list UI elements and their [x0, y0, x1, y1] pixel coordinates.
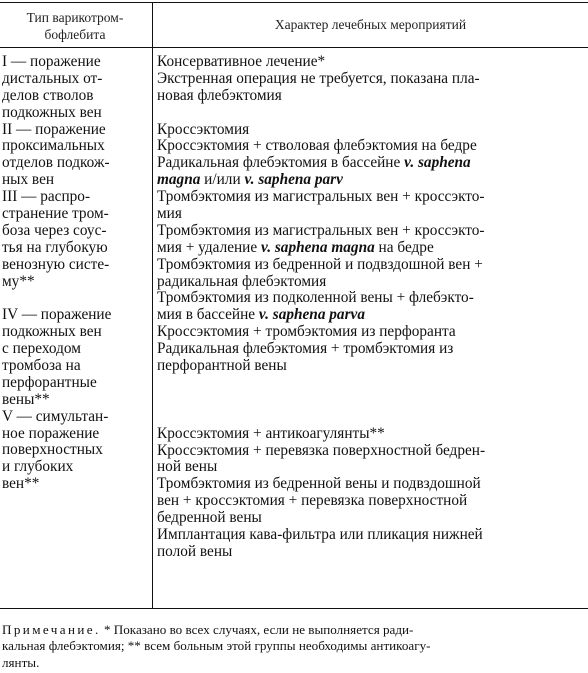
row-3-type [2, 189, 150, 290]
table-top-rule [0, 2, 588, 3]
type-line: ное поражение [2, 424, 100, 442]
row-2-type [2, 122, 150, 190]
measure-line: Радикальная флебэктомия + тромбэктомия из [157, 340, 454, 358]
measure-line: бедренной вены [157, 509, 262, 527]
type-line: ных вен [2, 171, 55, 189]
type-line: IV — поражение [2, 306, 112, 324]
measure-line: мия [157, 205, 182, 223]
row-3-measures [157, 189, 585, 324]
header-type-line: Тип варикотром- [26, 10, 124, 25]
measure-line [157, 307, 585, 324]
table-bottom-rule [0, 608, 588, 609]
type-line: III — распро- [2, 188, 91, 206]
measure-line: Кроссэктомия + антикоагулянты** [157, 424, 385, 442]
measure-line: перфорантной вены [157, 357, 287, 375]
measure-text: и/или [200, 171, 245, 189]
footnote-line [2, 622, 586, 638]
measure-line: Консервативное лечение* [157, 53, 326, 70]
measure-line: Кроссэктомия + тромбэктомия из перфоранта [157, 323, 456, 341]
measure-text: мия в бассейне [157, 306, 259, 324]
row-1-measures [157, 54, 585, 105]
header-rule [0, 47, 588, 48]
measure-line [157, 172, 585, 189]
measure-line: вен + кроссэктомия + перевязка поверхностной [157, 492, 468, 510]
type-line: V — симультан- [2, 407, 109, 425]
row-1-type [2, 54, 150, 122]
measure-line: Тромбэктомия из магистральных вен + кроссэкто- [157, 221, 485, 239]
type-line: странение тром- [2, 205, 109, 223]
measure-text: Радикальная флебэктомия в бассейне [157, 154, 405, 172]
type-line: тромбоза на [2, 357, 81, 375]
type-line: II — поражение [2, 120, 106, 138]
type-line: I — поражение [2, 53, 101, 70]
measure-line: Кроссэктомия + перевязка поверхностной бедрен- [157, 441, 486, 459]
row-gap [2, 290, 150, 307]
row-gap [157, 375, 585, 426]
vein-term: magna [157, 171, 201, 189]
type-line: му** [2, 272, 35, 290]
type-line: отделов подкож- [2, 154, 110, 172]
type-column [2, 54, 150, 493]
type-line: подкожных вен [2, 323, 102, 341]
type-line: тья на глубокую [2, 238, 108, 256]
footnote-line: лянты. [2, 654, 40, 670]
measure-line: Тромбэктомия из бедренной вены и подвздошной [157, 475, 481, 493]
measure-line: Кроссэктомия + стволовая флебэктомия на бедре [157, 137, 477, 155]
measure-text: на бедре [374, 238, 434, 256]
row-gap [157, 105, 585, 122]
measure-line: Имплантация кава-фильтра или пликация нижней [157, 525, 483, 543]
row-5-type [2, 409, 150, 493]
row-5-measures [157, 426, 585, 561]
type-line: вены** [2, 390, 50, 408]
vein-term: v. saphena parv [244, 171, 343, 189]
type-line: вен** [2, 475, 40, 493]
footnote-text: * Показано во всех случаях, если не выполняется ради- [100, 622, 414, 637]
footnote-line: кальная флебэктомия; ** всем больным этой группы необходимы антикоагу- [2, 638, 431, 654]
type-line: боза через соус- [2, 221, 107, 239]
measure-line: радикальная флебэктомия [157, 272, 327, 290]
type-line: дистальных от- [2, 69, 103, 87]
measure-line: Кроссэктомия [157, 120, 250, 138]
measure-line [157, 240, 585, 257]
vein-term: v. saphena magna [260, 238, 375, 256]
type-line: и глубоких [2, 458, 74, 476]
measure-line [157, 155, 585, 172]
measure-line: Тромбэктомия из бедренной и подвздошной вен + [157, 255, 483, 273]
measures-column [157, 54, 585, 561]
type-line: подкожных вен [2, 103, 102, 121]
measure-line: Тромбэктомия из подколенной вены + флебэкто- [157, 289, 474, 307]
footnote-label: Примечание. [2, 622, 101, 637]
header-measures-label: Характер лечебных мероприятий [274, 17, 467, 32]
measure-line: Экстренная операция не требуется, показана пла- [157, 69, 480, 87]
header-type-column [0, 9, 150, 43]
type-line: перфорантные [2, 373, 97, 391]
table-footnote [2, 622, 586, 671]
type-line: поверхностных [2, 441, 103, 459]
measure-line: полой вены [157, 542, 233, 560]
vein-term: v. saphena parva [258, 306, 365, 324]
measure-line: новая флебэктомия [157, 86, 282, 104]
row-4-measures [157, 324, 585, 375]
vein-term: v. saphena [404, 154, 471, 172]
type-line: делов стволов [2, 86, 94, 104]
row-4-type [2, 307, 150, 408]
measure-line: ной вены [157, 458, 218, 476]
type-line: венозную систе- [2, 255, 110, 273]
measure-line: Тромбэктомия из магистральных вен + кроссэкто- [157, 188, 485, 206]
column-divider [152, 2, 153, 609]
type-line: проксимальных [2, 137, 105, 155]
measure-text: мия + удаление [157, 238, 261, 256]
header-type-line: бофлебита [44, 26, 106, 42]
header-measures-column [153, 16, 588, 33]
row-2-measures [157, 122, 585, 190]
type-line: с переходом [2, 340, 81, 358]
